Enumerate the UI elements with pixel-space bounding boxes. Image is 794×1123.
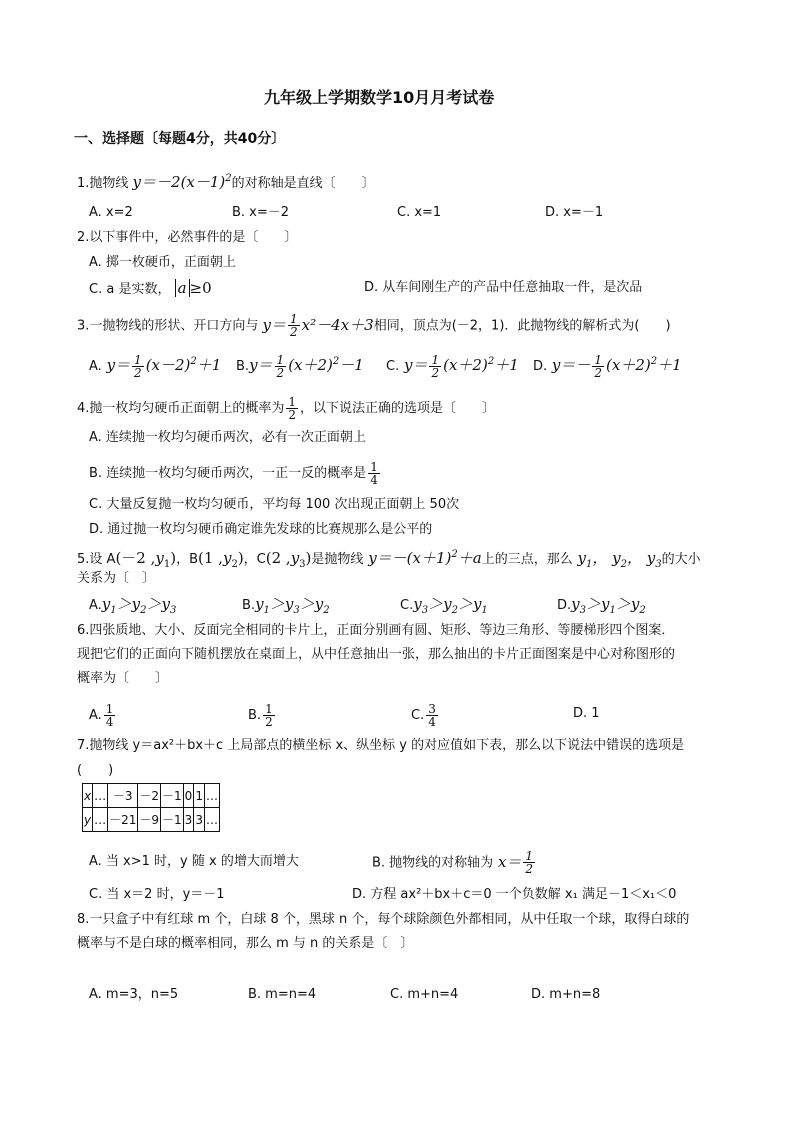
question-6-line2: 现把它们的正面向下随机摆放在桌面上，从中任意抽出一张，那么抽出的卡片正面图案是中心对称图形的 [77, 647, 676, 662]
table-cell: … [204, 784, 219, 808]
question-7-line1: 7.抛物线 y＝ax²＋bx＋c 上局部点的横坐标 x、纵坐标 y 的对应值如下表，那么以下说法中错误的选项是 [77, 738, 685, 753]
table-row [83, 784, 220, 808]
table-cell: －1 [161, 808, 184, 832]
q6-option-d: D. 1 [573, 706, 600, 721]
question-1-stem: 1.抛物线 $y=-2(x-1)^2$的对称轴是直线〔 〕 [77, 173, 375, 191]
table-cell: －1 [161, 784, 184, 808]
value-table [82, 783, 220, 832]
q1-formula: $y=-2(x-1)^2$ [132, 173, 232, 191]
q7-option-d: D. 方程 ax²＋bx＋c＝0 一个负数解 x₁ 满足－1＜x₁＜0 [352, 887, 677, 902]
table-cell: －9 [138, 808, 161, 832]
question-3-stem: 3.一抛物线的形状、开口方向与 y＝ $\frac{1}{2}$ x²－4x＋3相同，顶点为(－2，1)．此抛物线的解析式为( ) [77, 312, 671, 339]
q7-option-a: A. 当 x>1 时，y 随 x 的增大而增大 [89, 854, 299, 869]
table-cell: 0 [183, 784, 194, 808]
q4-option-b: B. 连续抛一枚均匀硬币两次，一正一反的概率是 $\frac{1}{4}$ [89, 460, 378, 487]
table-row [83, 808, 220, 832]
table-cell: … [204, 808, 219, 832]
q1-option-b: B. x=－2 [232, 205, 290, 220]
table-cell: … [93, 808, 108, 832]
question-8-line1: 8.一只盒子中有红球 m 个，白球 8 个，黑球 n 个，每个球除颜色外都相同，从中任取一个球，取得白球的 [77, 912, 690, 927]
question-8-line2: 概率与不是白球的概率相同，那么 m 与 n 的关系是〔 〕 [77, 936, 414, 951]
q3-option-c: C. y＝ $\frac{1}{2}$ $(x+2)^2+1$ [386, 352, 519, 380]
q1-option-c: C. x=1 [397, 205, 442, 220]
table-cell: 3 [183, 808, 194, 832]
q5-line2: 关系为〔 〕 [77, 571, 156, 586]
q8-option-c: C. m+n=4 [390, 987, 459, 1002]
q2-option-c: C. a 是实数， a ≥0 [89, 279, 212, 297]
q1-option-a: A. x=2 [89, 205, 133, 220]
question-5-stem: 5.设 A(－2 $,y_1$)，B(1 $,y_2$)，C(2 $,y_3$)是抛物线 $y=-(x+1)^2+a$上的三点，那么 $y_1$， $y_2$， $y_3$的大小 [77, 549, 701, 570]
table-cell: 1 [194, 784, 205, 808]
question-6-line3: 概率为〔 〕 [77, 671, 169, 686]
q6-option-b: B. $\frac{1}{2}$ [248, 702, 273, 729]
question-4-stem: 4.抛一枚均匀硬币正面朝上的概率为 $\frac{1}{2}$ ，以下说法正确的选项是〔 〕 [77, 395, 496, 422]
q8-option-d: D. m+n=8 [531, 987, 601, 1002]
q6-option-a: A. $\frac{1}{4}$ [89, 702, 114, 729]
section-heading: 一、选择题〔每题4分，共40分〕 [74, 131, 286, 147]
q3-option-b: B.y＝ $\frac{1}{2}$ $(x+2)^2-1$ [236, 352, 364, 380]
q2-abs-formula: a ≥0 [175, 279, 212, 297]
q5-option-a: $A.y_1>y_2>y_3$ [89, 595, 177, 616]
question-7-line2: ( ) [77, 763, 114, 778]
q7-option-c: C. 当 x＝2 时，y＝－1 [89, 887, 225, 902]
q7-option-b: B. 抛物线的对称轴为 x＝ $\frac{1}{2}$ [372, 849, 534, 876]
q2-option-d: D. 从车间刚生产的产品中任意抽取一件，是次品 [364, 280, 643, 295]
q8-option-a: A. m=3，n=5 [89, 987, 179, 1002]
page-title: 九年级上学期数学10月月考试卷 [264, 88, 495, 107]
table-cell: y [83, 808, 93, 832]
table-cell: －21 [108, 808, 138, 832]
q3-option-a: A. y＝ $\frac{1}{2}$ $(x-2)^2+1$ [89, 352, 222, 380]
q5-option-b: $B.y_1>y_3>y_2$ [242, 595, 330, 616]
q3-formula: y＝ $\frac{1}{2}$ x²－4x＋3 [262, 312, 374, 339]
table-cell: －3 [108, 784, 138, 808]
q4-option-c: C. 大量反复抛一枚均匀硬币，平均每 100 次出现正面朝上 50次 [89, 497, 460, 512]
question-2-stem: 2.以下事件中，必然事件的是〔 〕 [77, 230, 298, 245]
q6-option-c: C. $\frac{3}{4}$ [411, 702, 436, 729]
table-cell: 3 [194, 808, 205, 832]
q5-option-d: $D.y_3>y_1>y_2$ [557, 595, 646, 616]
q5-option-c: $C.y_3>y_2>y_1$ [400, 595, 488, 616]
q1-option-d: D. x=－1 [545, 205, 604, 220]
table-cell: －2 [138, 784, 161, 808]
q8-option-b: B. m=n=4 [248, 987, 317, 1002]
question-6-line1: 6.四张质地、大小、反面完全相同的卡片上，正面分别画有圆、矩形、等边三角形、等腰梯形四个图案． [77, 623, 675, 638]
q2-option-a: A. 掷一枚硬币，正面朝上 [89, 255, 236, 270]
q4-option-a: A. 连续抛一枚均匀硬币两次，必有一次正面朝上 [89, 430, 366, 445]
q4-option-d: D. 通过抛一枚均匀硬币确定谁先发球的比赛规那么是公平的 [89, 522, 433, 537]
q3-option-d: D. y＝－ $\frac{1}{2}$ $(x+2)^2+1$ [533, 352, 682, 380]
table-cell: x [83, 784, 93, 808]
table-cell: … [93, 784, 108, 808]
